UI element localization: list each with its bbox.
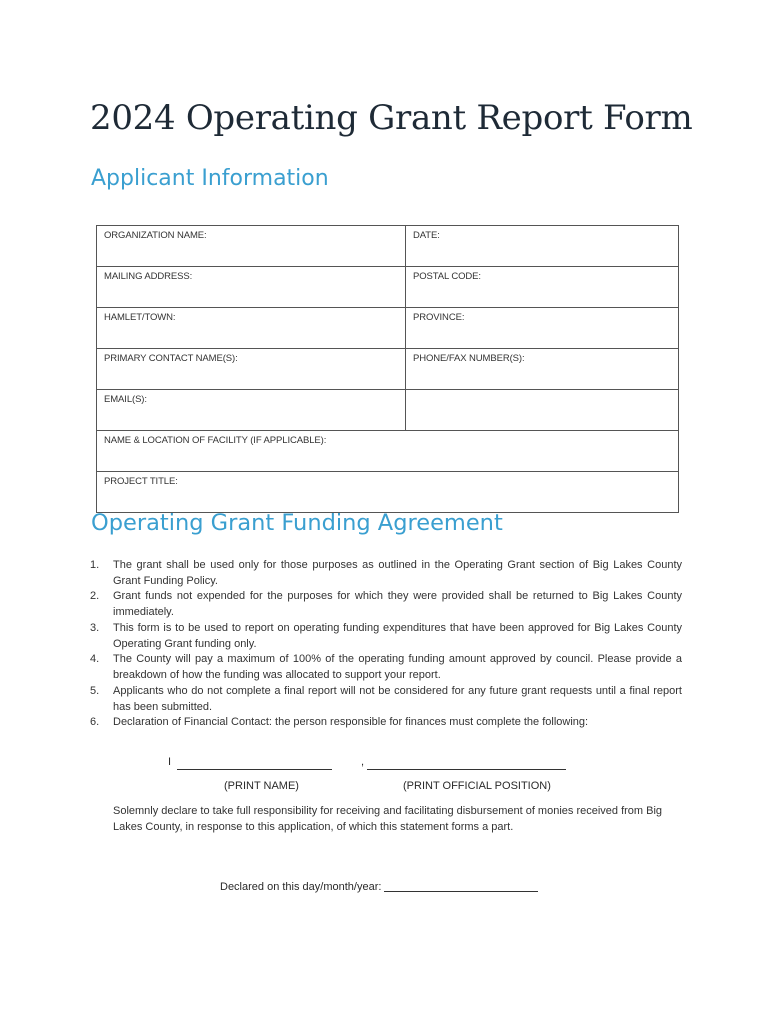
project-title-field[interactable]: PROJECT TITLE: bbox=[97, 472, 679, 513]
agreement-list bbox=[90, 558, 682, 731]
item-text: The grant shall be used only for those purposes as outlined in the Operating Grant section of Big Lakes County Grant Funding Policy. bbox=[113, 559, 682, 587]
mailing-address-field[interactable]: MAILING ADDRESS: bbox=[97, 267, 406, 308]
print-position-line[interactable] bbox=[367, 769, 566, 770]
table-row bbox=[97, 226, 679, 267]
item-text: This form is to be used to report on operating funding expenditures that have been approved for Big Lakes County Operating Grant funding only. bbox=[113, 621, 682, 650]
declared-on-label: Declared on this day/month/year: bbox=[220, 881, 382, 893]
item-number: 2. bbox=[90, 590, 100, 603]
province-field[interactable]: PROVINCE: bbox=[406, 308, 679, 349]
table-row bbox=[97, 390, 679, 431]
date-field[interactable]: DATE: bbox=[406, 226, 679, 267]
phone-fax-field[interactable]: PHONE/FAX NUMBER(S): bbox=[406, 349, 679, 390]
date-line[interactable] bbox=[384, 891, 538, 892]
list-item bbox=[90, 652, 682, 683]
funding-agreement-heading: Operating Grant Funding Agreement bbox=[91, 510, 503, 536]
print-position-label: (PRINT OFFICIAL POSITION) bbox=[403, 780, 551, 792]
declaration-statement: Solemnly declare to take full responsibility for receiving and facilitating disbursement of monies received from Big Lakes County, in response to this application, of which this statement forms a part. bbox=[113, 805, 663, 833]
list-item bbox=[90, 715, 682, 731]
item-number: 5. bbox=[90, 684, 100, 697]
hamlet-town-field[interactable]: HAMLET/TOWN: bbox=[97, 308, 406, 349]
item-text: Grant funds not expended for the purposes for which they were provided shall be returned to Big Lakes County immediately. bbox=[113, 590, 682, 619]
item-text: The County will pay a maximum of 100% of the operating funding amount approved by council. Please provide a breakdown of how the funding was allocated to support your report. bbox=[113, 653, 682, 682]
table-row bbox=[97, 349, 679, 390]
comma-label: , bbox=[361, 756, 365, 768]
applicant-information-heading: Applicant Information bbox=[91, 166, 329, 191]
list-item bbox=[90, 589, 682, 620]
table-row bbox=[97, 308, 679, 349]
declared-on-row bbox=[220, 881, 538, 893]
table-row bbox=[97, 431, 679, 472]
i-label: I bbox=[168, 756, 172, 768]
postal-code-field[interactable]: POSTAL CODE: bbox=[406, 267, 679, 308]
item-number: 3. bbox=[90, 621, 100, 634]
item-text: Declaration of Financial Contact: the person responsible for finances must complete the following: bbox=[113, 716, 589, 729]
empty-cell[interactable] bbox=[406, 390, 679, 431]
print-name-label: (PRINT NAME) bbox=[224, 780, 299, 792]
item-number: 1. bbox=[90, 559, 100, 571]
list-item bbox=[90, 684, 682, 715]
email-field[interactable]: EMAIL(S): bbox=[97, 390, 406, 431]
list-item bbox=[90, 558, 682, 589]
item-number: 4. bbox=[90, 653, 100, 666]
primary-contact-field[interactable]: PRIMARY CONTACT NAME(S): bbox=[97, 349, 406, 390]
applicant-info-table bbox=[96, 225, 679, 513]
table-row bbox=[97, 472, 679, 513]
table-row bbox=[97, 267, 679, 308]
facility-field[interactable]: NAME & LOCATION OF FACILITY (IF APPLICABLE): bbox=[97, 431, 679, 472]
form-title: 2024 Operating Grant Report Form bbox=[90, 98, 693, 138]
item-number: 6. bbox=[90, 716, 100, 729]
organization-name-field[interactable]: ORGANIZATION NAME: bbox=[97, 226, 406, 267]
list-item bbox=[90, 621, 682, 652]
print-name-line[interactable] bbox=[177, 769, 332, 770]
item-text: Applicants who do not complete a final report will not be considered for any future grant requests until a final report has been submitted. bbox=[113, 684, 682, 713]
